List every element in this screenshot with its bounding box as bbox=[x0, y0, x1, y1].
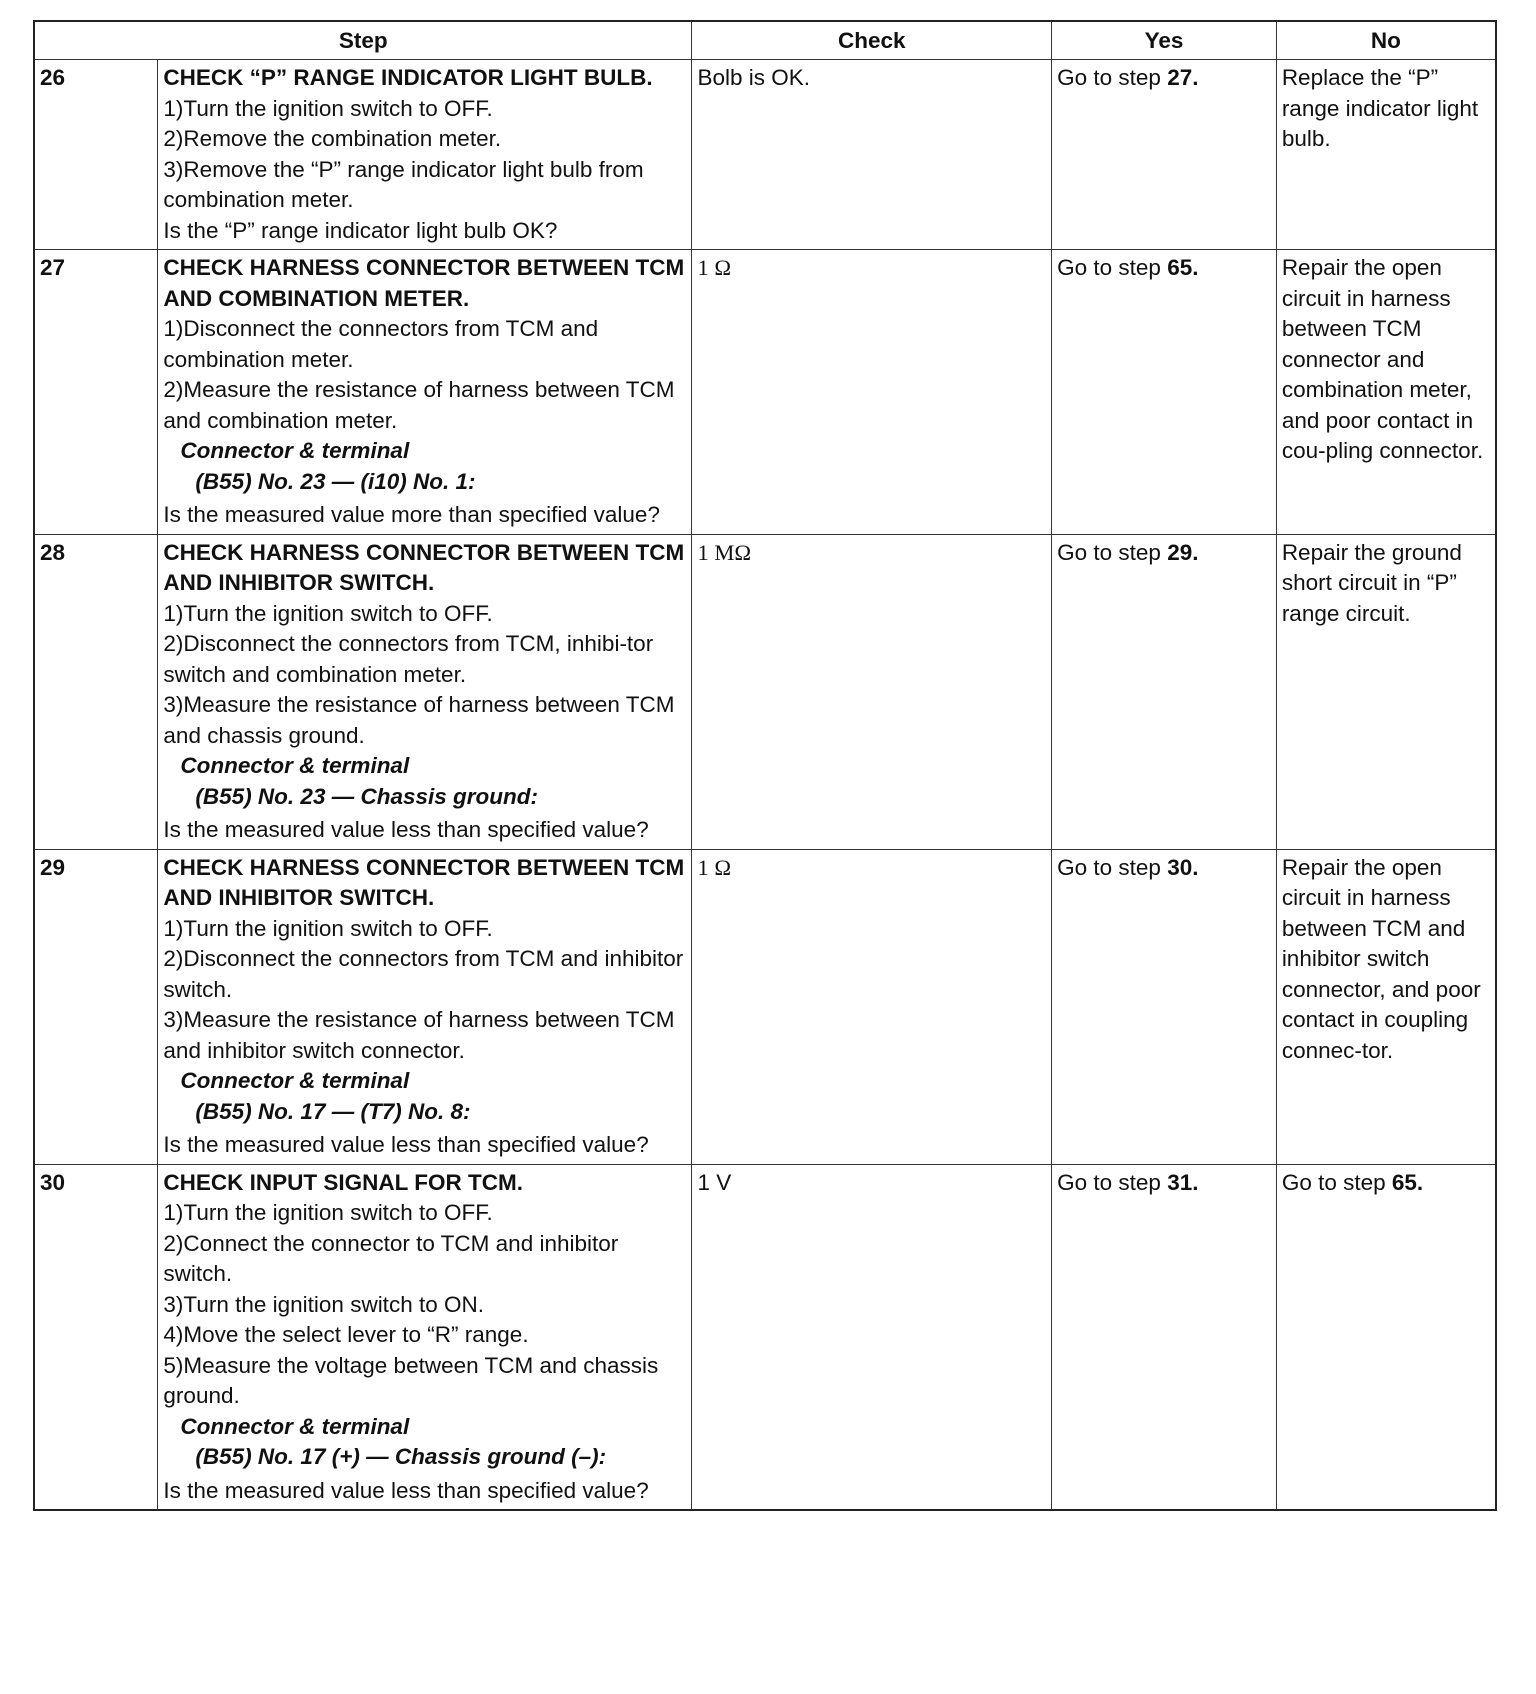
yes-step-number: 29. bbox=[1167, 539, 1199, 565]
step-description bbox=[158, 849, 692, 1164]
table-row bbox=[34, 250, 1496, 535]
yes-action bbox=[1052, 849, 1277, 1164]
header-row bbox=[34, 21, 1496, 60]
step-instruction: 2)Remove the combination meter. bbox=[163, 126, 502, 151]
step-title: CHECK HARNESS CONNECTOR BETWEEN TCM AND INHIBITOR SWITCH. bbox=[163, 854, 685, 910]
step-number: 26 bbox=[34, 60, 158, 250]
no-text: Repair the ground short circuit in “P” range circuit. bbox=[1281, 539, 1462, 626]
step-instruction: Is the “P” range indicator light bulb OK? bbox=[163, 217, 558, 243]
no-action bbox=[1276, 1164, 1496, 1510]
step-instruction: 1)Turn the ignition switch to OFF. bbox=[163, 915, 493, 941]
connector-terminal: (B55) No. 23 — (i10) No. 1: bbox=[195, 468, 476, 494]
yes-action bbox=[1052, 250, 1277, 535]
no-action bbox=[1276, 60, 1496, 250]
check-spec: 1 MΩ bbox=[697, 539, 752, 565]
step-instruction: 1)Turn the ignition switch to OFF. bbox=[163, 95, 493, 121]
check-value bbox=[692, 1164, 1052, 1510]
yes-step-number: 30. bbox=[1167, 854, 1199, 880]
no-action bbox=[1276, 534, 1496, 849]
connector-label: Connector & terminal bbox=[180, 1068, 410, 1093]
yes-text: Go to step bbox=[1057, 539, 1168, 565]
table-row bbox=[34, 534, 1496, 849]
step-instruction: 3)Turn the ignition switch to ON. bbox=[163, 1291, 484, 1317]
yes-text: Go to step bbox=[1057, 1169, 1168, 1195]
step-instruction: 2)Connect the connector to TCM and inhibitor switch. bbox=[163, 1230, 619, 1286]
yes-step-number: 31. bbox=[1167, 1169, 1199, 1195]
check-value bbox=[692, 849, 1052, 1164]
step-instruction: 3)Measure the resistance of harness between TCM and inhibitor switch connector. bbox=[163, 1007, 675, 1063]
check-spec: 1 Ω bbox=[697, 854, 732, 880]
step-instruction: 2)Measure the resistance of harness between TCM and combination meter. bbox=[163, 377, 675, 433]
step-instruction: 1)Turn the ignition switch to OFF. bbox=[163, 600, 493, 626]
yes-action bbox=[1052, 534, 1277, 849]
table-row bbox=[34, 1164, 1496, 1510]
step-question: Is the measured value less than specified value? bbox=[163, 1132, 649, 1157]
check-spec: 1 Ω bbox=[697, 255, 732, 280]
step-question: Is the measured value less than specified value? bbox=[163, 817, 649, 842]
step-instruction: 1)Turn the ignition switch to OFF. bbox=[163, 1200, 493, 1225]
header-check: Check bbox=[692, 21, 1052, 60]
connector-terminal: (B55) No. 17 — (T7) No. 8: bbox=[195, 1098, 471, 1124]
yes-action bbox=[1052, 1164, 1277, 1510]
step-title: CHECK “P” RANGE INDICATOR LIGHT BULB. bbox=[163, 65, 653, 90]
step-title: CHECK INPUT SIGNAL FOR TCM. bbox=[163, 1169, 524, 1195]
no-text: Repair the open circuit in harness between TCM connector and combination meter, and poor contact in cou-pling connector. bbox=[1281, 255, 1484, 463]
step-number: 30 bbox=[34, 1164, 158, 1510]
no-step-number: 65. bbox=[1391, 1169, 1424, 1195]
diagnostic-table bbox=[33, 20, 1497, 1511]
table-row bbox=[34, 849, 1496, 1164]
step-instruction: 3)Remove the “P” range indicator light bulb from combination meter. bbox=[163, 156, 644, 212]
step-description bbox=[158, 534, 692, 849]
no-action bbox=[1276, 250, 1496, 535]
check-spec: 1 V bbox=[697, 1169, 732, 1195]
connector-terminal: (B55) No. 23 — Chassis ground: bbox=[195, 783, 538, 809]
yes-text: Go to step bbox=[1057, 65, 1168, 90]
yes-text: Go to step bbox=[1057, 854, 1168, 880]
step-title: CHECK HARNESS CONNECTOR BETWEEN TCM AND COMBINATION METER. bbox=[163, 255, 685, 311]
step-question: Is the measured value more than specified value? bbox=[163, 502, 660, 527]
step-question: Is the measured value less than specified value? bbox=[163, 1477, 649, 1503]
no-text: Go to step bbox=[1281, 1169, 1392, 1195]
header-no: No bbox=[1276, 21, 1496, 60]
no-text: Repair the open circuit in harness between TCM and inhibitor switch connector, and poor contact in coupling connec-tor. bbox=[1281, 854, 1481, 1063]
step-instruction: 1)Disconnect the connectors from TCM and combination meter. bbox=[163, 316, 599, 372]
step-number: 28 bbox=[34, 534, 158, 849]
yes-action bbox=[1052, 60, 1277, 250]
connector-terminal: (B55) No. 17 (+) — Chassis ground (–): bbox=[195, 1444, 607, 1469]
step-description bbox=[158, 1164, 692, 1510]
check-value bbox=[692, 534, 1052, 849]
step-instruction: 4)Move the select lever to “R” range. bbox=[163, 1322, 529, 1347]
step-instruction: 2)Disconnect the connectors from TCM, inhibi-tor switch and combination meter. bbox=[163, 631, 654, 687]
connector-label: Connector & terminal bbox=[180, 1413, 410, 1439]
yes-text: Go to step bbox=[1057, 255, 1168, 280]
check-value bbox=[692, 60, 1052, 250]
no-action bbox=[1276, 849, 1496, 1164]
step-description bbox=[158, 60, 692, 250]
header-yes: Yes bbox=[1052, 21, 1277, 60]
table-body bbox=[34, 60, 1496, 1511]
step-number: 27 bbox=[34, 250, 158, 535]
check-value bbox=[692, 250, 1052, 535]
step-instruction: 2)Disconnect the connectors from TCM and inhibitor switch. bbox=[163, 946, 684, 1002]
yes-step-number: 65. bbox=[1167, 255, 1199, 280]
yes-step-number: 27. bbox=[1167, 65, 1199, 90]
step-number: 29 bbox=[34, 849, 158, 1164]
connector-label: Connector & terminal bbox=[180, 753, 410, 778]
table-row bbox=[34, 60, 1496, 250]
step-instruction: 5)Measure the voltage between TCM and chassis ground. bbox=[163, 1352, 659, 1408]
step-title: CHECK HARNESS CONNECTOR BETWEEN TCM AND INHIBITOR SWITCH. bbox=[163, 539, 685, 595]
step-description bbox=[158, 250, 692, 535]
connector-label: Connector & terminal bbox=[180, 438, 410, 463]
no-text: Replace the “P” range indicator light bulb. bbox=[1281, 65, 1479, 151]
header-step: Step bbox=[34, 21, 692, 60]
step-instruction: 3)Measure the resistance of harness between TCM and chassis ground. bbox=[163, 692, 675, 748]
check-spec: Bolb is OK. bbox=[697, 65, 810, 90]
